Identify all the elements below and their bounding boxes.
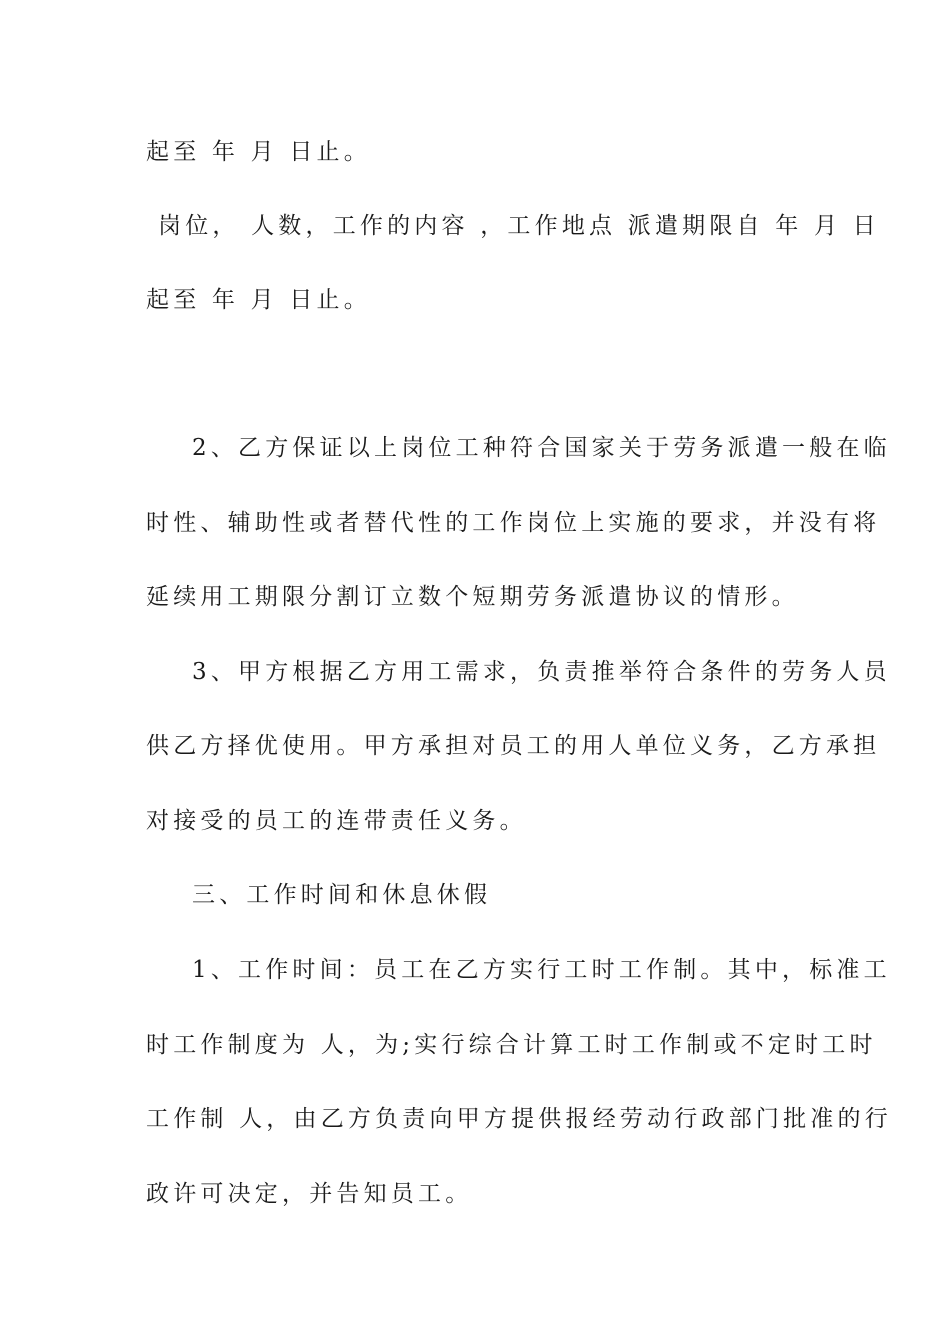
text-line: 工作制 人，由乙方负责向甲方提供报经劳动行政部门批准的行 — [146, 1106, 892, 1132]
text-line: 起至 年 月 日止。 — [146, 139, 371, 165]
paragraph-start-line: 2、乙方保证以上岗位工种符合国家关于劳务派遣一般在临 — [192, 435, 891, 461]
text-line: 岗位， 人数，工作的内容 ，工作地点 派遣期限自 年 月 日 — [158, 213, 880, 239]
text-line: 时性、辅助性或者替代性的工作岗位上实施的要求，并没有将 — [146, 510, 881, 536]
text-line: 政许可决定，并告知员工。 — [146, 1181, 473, 1207]
text-line: 供乙方择优使用。甲方承担对员工的用人单位义务，乙方承担 — [146, 733, 881, 759]
text-line: 时工作制度为 人，为;实行综合计算工时工作制或不定时工时 — [146, 1032, 877, 1058]
paragraph-start-line: 1、工作时间：员工在乙方实行工时工作制。其中，标准工 — [192, 957, 891, 983]
text-line: 起至 年 月 日止。 — [146, 287, 371, 313]
paragraph-start-line: 3、甲方根据乙方用工需求，负责推举符合条件的劳务人员 — [192, 659, 891, 685]
text-line: 延续用工期限分割订立数个短期劳务派遣协议的情形。 — [146, 584, 799, 610]
section-heading: 三、工作时间和休息休假 — [192, 882, 492, 908]
text-line: 对接受的员工的连带责任义务。 — [146, 808, 527, 834]
